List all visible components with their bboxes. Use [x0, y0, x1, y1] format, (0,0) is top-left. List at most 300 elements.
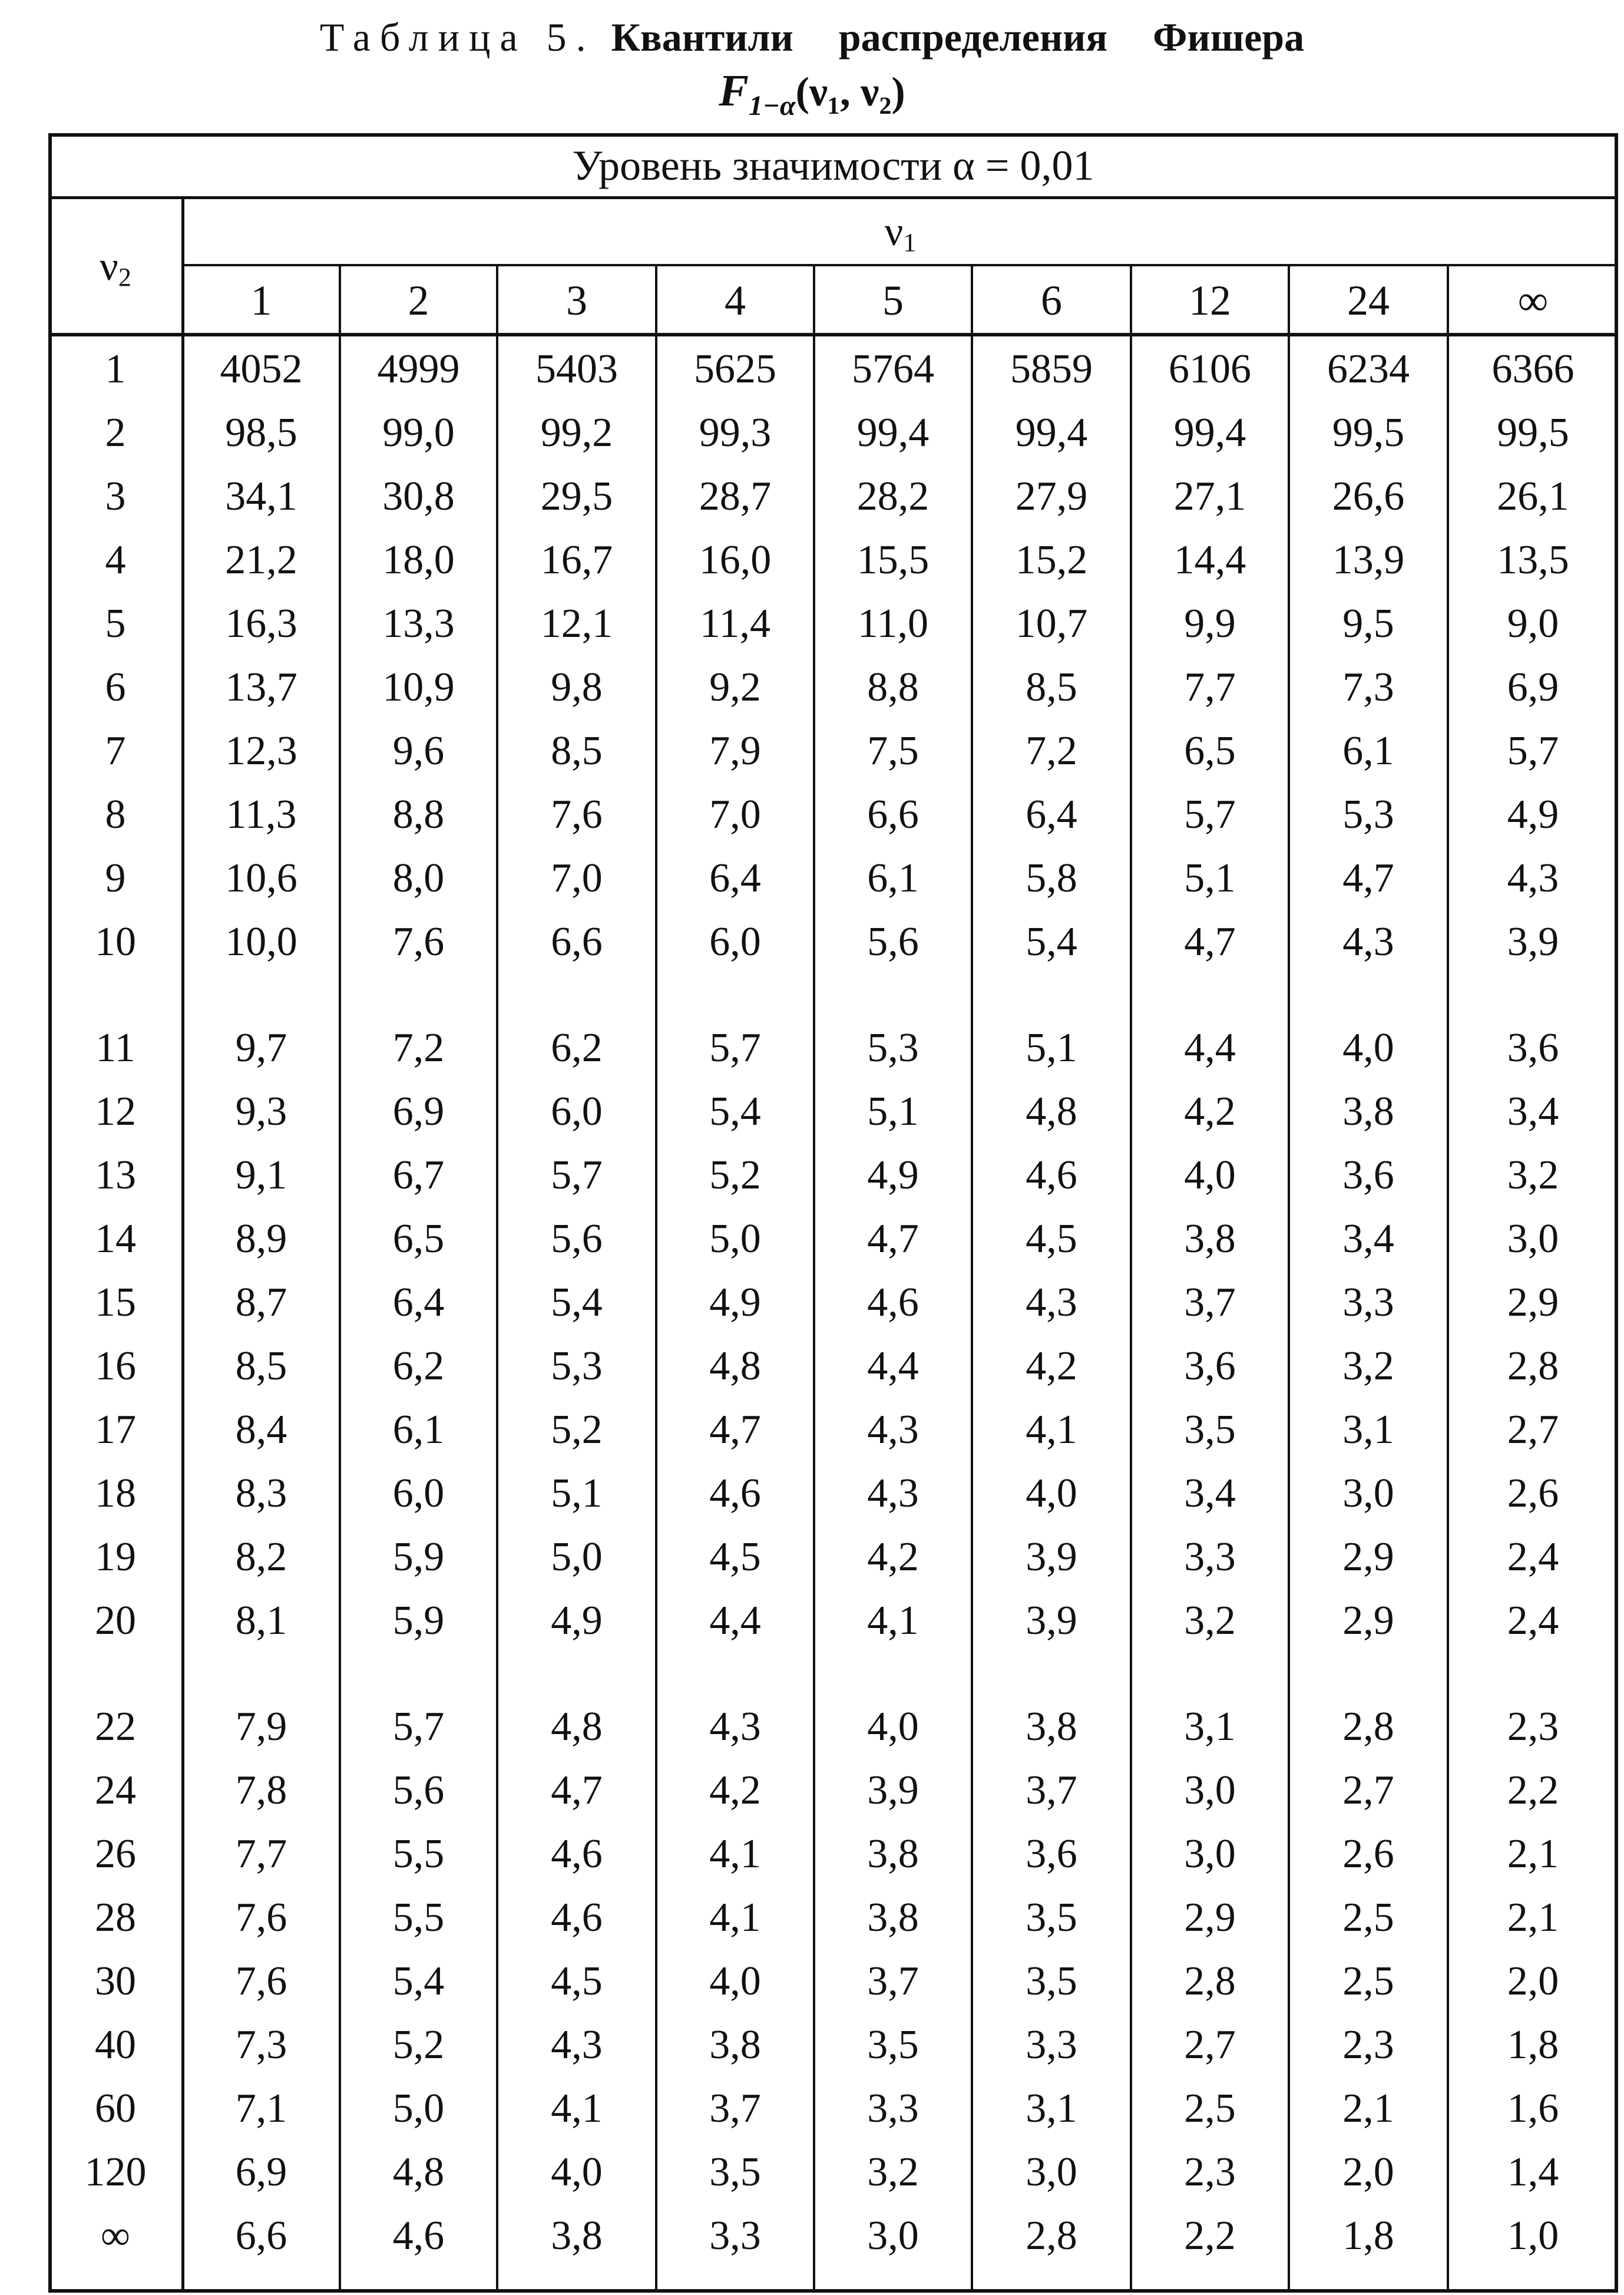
- table-cell: 4,6: [551, 1895, 603, 1940]
- table-cell: 4,1: [1026, 1407, 1077, 1452]
- table-cell: 8,3: [235, 1471, 287, 1516]
- table-cell: 4,9: [1507, 792, 1559, 837]
- table-cell: 6,6: [551, 919, 603, 965]
- column-header: 4: [725, 277, 746, 324]
- nu2-header: $\nu_2$: [100, 244, 131, 292]
- table-cell: 99,5: [1332, 410, 1405, 455]
- table-cell: 4,8: [551, 1704, 603, 1749]
- row-label: 18: [95, 1471, 136, 1516]
- table-cell: 5,5: [392, 1895, 445, 1940]
- table-cell: 8,4: [235, 1407, 287, 1452]
- table-cell: 16,7: [540, 537, 613, 583]
- table-cell: 27,1: [1173, 474, 1246, 519]
- table-cell: 2,6: [1342, 1831, 1394, 1877]
- table-cell: 7,9: [235, 1704, 287, 1749]
- table-cell: 5,7: [1184, 792, 1236, 837]
- table-cell: 4,7: [867, 1216, 919, 1262]
- table-cell: 5403: [535, 346, 618, 392]
- caption-line-1: [0, 11, 1624, 64]
- table-cell: 3,0: [1342, 1471, 1394, 1516]
- table-cell: 4,3: [551, 2022, 603, 2068]
- table-cell: 5,7: [551, 1153, 603, 1198]
- fisher-quantile-table: [48, 133, 1618, 2293]
- table-cell: 11,3: [226, 792, 297, 837]
- table-cell: 3,6: [1026, 1831, 1077, 1877]
- table-cell: 2,4: [1507, 1598, 1559, 1643]
- table-cell: 7,1: [235, 2086, 287, 2131]
- table-cell: 5,3: [551, 1343, 603, 1389]
- table-cell: 4052: [220, 346, 303, 392]
- table-cell: 9,2: [709, 665, 761, 710]
- table-cell: 3,5: [1184, 1407, 1236, 1452]
- row-label: 7: [105, 728, 126, 774]
- table-cell: 3,0: [1184, 1831, 1236, 1877]
- significance-level: Уровень значимости α = 0,01: [572, 142, 1094, 189]
- column-header: 12: [1189, 277, 1231, 324]
- row-label: 1: [105, 346, 126, 392]
- row-label: 9: [105, 856, 126, 901]
- row-label: 40: [95, 2022, 136, 2068]
- table-cell: 6,0: [709, 919, 761, 965]
- table-cell: 6,7: [392, 1153, 445, 1198]
- table-cell: 4,0: [1184, 1153, 1236, 1198]
- table-cell: 9,6: [392, 728, 445, 774]
- table-cell: 5,4: [1026, 919, 1077, 965]
- table-cell: 3,5: [1026, 1959, 1077, 2004]
- table-cell: 3,1: [1026, 2086, 1077, 2131]
- table-cell: 6,0: [392, 1471, 445, 1516]
- table-cell: 2,9: [1342, 1598, 1394, 1643]
- table-cell: 2,1: [1507, 1895, 1559, 1940]
- table-cell: 4,3: [867, 1407, 919, 1452]
- table-cell: 8,8: [867, 665, 919, 710]
- table-cell: 5,0: [392, 2086, 445, 2131]
- column-header: ∞: [1517, 277, 1549, 324]
- row-label: 15: [95, 1280, 136, 1325]
- table-cell: 4,4: [1184, 1025, 1236, 1071]
- table-cell: 2,2: [1507, 1768, 1559, 1813]
- table-cell: 11,4: [700, 601, 770, 646]
- table-cell: 2,1: [1507, 1831, 1559, 1877]
- table-cell: 6,2: [392, 1343, 445, 1389]
- table-cell: 4,8: [392, 2149, 445, 2195]
- row-label: 10: [95, 919, 136, 965]
- table-cell: 6,5: [1184, 728, 1236, 774]
- table-cell: 9,0: [1507, 601, 1559, 646]
- table-cell: 7,5: [867, 728, 919, 774]
- table-cell: 8,9: [235, 1216, 287, 1262]
- table-cell: 5,4: [551, 1280, 603, 1325]
- column-header: 5: [882, 277, 904, 324]
- table-cell: 4,7: [1184, 919, 1236, 965]
- table-cell: 6366: [1491, 346, 1575, 392]
- table-cell: 6,5: [392, 1216, 445, 1262]
- table-cell: 3,8: [709, 2022, 761, 2068]
- table-cell: 98,5: [225, 410, 297, 455]
- table-cell: 27,9: [1015, 474, 1088, 519]
- table-cell: 4,6: [709, 1471, 761, 1516]
- table-cell: 10,6: [225, 856, 297, 901]
- table-cell: 5,5: [392, 1831, 445, 1877]
- table-cell: 4,6: [551, 1831, 603, 1877]
- table-cell: 26,1: [1497, 474, 1569, 519]
- table-cell: 4,1: [867, 1598, 919, 1643]
- table-cell: 3,2: [867, 2149, 919, 2195]
- row-label: 30: [95, 1959, 136, 2004]
- table-cell: 4,0: [551, 2149, 603, 2195]
- row-label: 28: [95, 1895, 136, 1940]
- table-cell: 4,3: [1342, 919, 1394, 965]
- table-cell: 5,9: [392, 1598, 445, 1643]
- table-cell: 8,8: [392, 792, 445, 837]
- row-label: 60: [95, 2086, 136, 2131]
- table-cell: 3,7: [709, 2086, 761, 2131]
- table-cell: 4,8: [1026, 1089, 1077, 1134]
- table-cell: 3,2: [1184, 1598, 1236, 1643]
- table-cell: 99,0: [382, 410, 455, 455]
- table-cell: 6,1: [392, 1407, 445, 1452]
- column-header: 3: [566, 277, 587, 324]
- table-cell: 5,2: [709, 1153, 761, 1198]
- caption-title: Квантили распределения Фишера: [611, 15, 1305, 60]
- table-cell: 3,3: [709, 2213, 761, 2258]
- table-cell: 18,0: [382, 537, 455, 583]
- table-cell: 2,7: [1507, 1407, 1559, 1452]
- table-cell: 5,4: [709, 1089, 761, 1134]
- table-cell: 10,0: [225, 919, 297, 965]
- nu2-header-subscript: 2: [118, 263, 131, 292]
- table-cell: 4,9: [867, 1153, 919, 1198]
- table-cell: 9,3: [235, 1089, 287, 1134]
- table-cell: 3,6: [1184, 1343, 1236, 1389]
- table-cell: 12,1: [540, 601, 613, 646]
- table-cell: 5,4: [392, 1959, 445, 2004]
- table-cell: 4,3: [1507, 856, 1559, 901]
- table-cell: 5859: [1010, 346, 1093, 392]
- table-cell: 3,3: [1342, 1280, 1394, 1325]
- table-cell: 4,6: [392, 2213, 445, 2258]
- table-cell: 15,2: [1015, 537, 1088, 583]
- table-cell: 3,5: [1026, 1895, 1077, 1940]
- table-cell: 2,9: [1342, 1534, 1394, 1580]
- row-label: 24: [95, 1768, 136, 1813]
- table-cell: 1,6: [1507, 2086, 1559, 2131]
- formula-f: F: [719, 66, 749, 115]
- table-cell: 2,0: [1342, 2149, 1394, 2195]
- table-cell: 5,1: [1026, 1025, 1077, 1071]
- table-cell: 3,6: [1507, 1025, 1559, 1071]
- table-cell: 6,6: [867, 792, 919, 837]
- table-cell: 3,9: [1026, 1534, 1077, 1580]
- row-label: 14: [95, 1216, 136, 1262]
- table-cell: 3,8: [1184, 1216, 1236, 1262]
- table-cell: 6,4: [709, 856, 761, 901]
- table-cell: 29,5: [540, 474, 613, 519]
- table-cell: 9,5: [1342, 601, 1394, 646]
- row-label: 16: [95, 1343, 136, 1389]
- table-cell: 8,1: [235, 1598, 287, 1643]
- table-cell: 4,3: [1026, 1280, 1077, 1325]
- table-cell: 2,8: [1184, 1959, 1236, 2004]
- table-cell: 3,1: [1342, 1407, 1394, 1452]
- table-cell: 1,8: [1507, 2022, 1559, 2068]
- table-cell: 30,8: [382, 474, 455, 519]
- table-cell: 12,3: [225, 728, 297, 774]
- table-cell: 6,9: [235, 2149, 287, 2195]
- table-cell: 2,8: [1507, 1343, 1559, 1389]
- table-cell: 3,9: [1507, 919, 1559, 965]
- table-cell: 5,0: [551, 1534, 603, 1580]
- table-cell: 28,2: [856, 474, 930, 519]
- table-cell: 9,8: [551, 665, 603, 710]
- table-cell: 3,8: [551, 2213, 603, 2258]
- table-cell: 99,4: [1015, 410, 1088, 455]
- formula-subscript: 1−α: [748, 90, 796, 121]
- table-cell: 3,7: [1184, 1280, 1236, 1325]
- table-cell: 4999: [377, 346, 460, 392]
- table-cell: 7,8: [235, 1768, 287, 1813]
- table-cell: 3,4: [1507, 1089, 1559, 1134]
- table-cell: 3,4: [1184, 1471, 1236, 1516]
- table-cell: 3,0: [1507, 1216, 1559, 1262]
- table-cell: 5,1: [867, 1089, 919, 1134]
- table-cell: 4,2: [867, 1534, 919, 1580]
- table-cell: 6,1: [1342, 728, 1394, 774]
- table-cell: 1,8: [1342, 2213, 1394, 2258]
- table-cell: 5,1: [551, 1471, 603, 1516]
- table-cell: 4,1: [709, 1831, 761, 1877]
- table-cell: 2,3: [1184, 2149, 1236, 2195]
- table-cell: 3,6: [1342, 1153, 1394, 1198]
- table-cell: 14,4: [1173, 537, 1246, 583]
- table-cell: 4,1: [551, 2086, 603, 2131]
- table-cell: 4,2: [1184, 1089, 1236, 1134]
- table-cell: 2,4: [1507, 1534, 1559, 1580]
- table-cell: 7,2: [1026, 728, 1077, 774]
- table-cell: 4,3: [867, 1471, 919, 1516]
- table-cell: 2,8: [1026, 2213, 1077, 2258]
- table-cell: 3,2: [1342, 1343, 1394, 1389]
- table-cell: 2,3: [1342, 2022, 1394, 2068]
- table-cell: 7,6: [551, 792, 603, 837]
- table-cell: 6,4: [392, 1280, 445, 1325]
- table-cell: 5,7: [709, 1025, 761, 1071]
- table-cell: 4,5: [551, 1959, 603, 2004]
- table-cell: 2,7: [1342, 1768, 1394, 1813]
- column-header: 1: [250, 277, 272, 324]
- column-header: 24: [1347, 277, 1390, 324]
- table-cell: 3,2: [1507, 1153, 1559, 1198]
- table-cell: 4,3: [709, 1704, 761, 1749]
- table-cell: 10,7: [1015, 601, 1088, 646]
- table-cell: 5,3: [1342, 792, 1394, 837]
- row-label: 6: [105, 665, 126, 710]
- table-cell: 15,5: [856, 537, 930, 583]
- table-cell: 4,2: [709, 1768, 761, 1813]
- table-cell: 3,8: [867, 1831, 919, 1877]
- table-cell: 4,4: [867, 1343, 919, 1389]
- caption-formula: [0, 61, 1624, 120]
- table-cell: 13,7: [225, 665, 297, 710]
- table-cell: 4,0: [867, 1704, 919, 1749]
- table-cell: 5,3: [867, 1025, 919, 1071]
- table-cell: 2,5: [1342, 1959, 1394, 2004]
- table-cell: 13,9: [1332, 537, 1405, 583]
- table-cell: 5,2: [551, 1407, 603, 1452]
- table-cell: 5764: [852, 346, 934, 392]
- table-cell: 7,0: [709, 792, 761, 837]
- table-cell: 4,0: [1026, 1471, 1077, 1516]
- table-cell: 4,1: [709, 1895, 761, 1940]
- table-cell: 9,1: [235, 1153, 287, 1198]
- table-cell: 1,4: [1507, 2149, 1559, 2195]
- table-cell: 99,4: [856, 410, 930, 455]
- row-label: 4: [105, 537, 126, 583]
- table-cell: 2,1: [1342, 2086, 1394, 2131]
- row-label: 22: [95, 1704, 136, 1749]
- table-cell: 4,6: [1026, 1153, 1077, 1198]
- table-cell: 2,9: [1184, 1895, 1236, 1940]
- table-cell: 6,1: [867, 856, 919, 901]
- table-cell: 21,2: [225, 537, 297, 583]
- table-cell: 3,3: [1026, 2022, 1077, 2068]
- table-cell: 99,2: [540, 410, 613, 455]
- row-label: 13: [95, 1153, 136, 1198]
- table-cell: 2,3: [1507, 1704, 1559, 1749]
- table-cell: 5,2: [392, 2022, 445, 2068]
- table-cell: 4,5: [1026, 1216, 1077, 1262]
- table-cell: 9,9: [1184, 601, 1236, 646]
- table-cell: 3,7: [867, 1959, 919, 2004]
- table-cell: 4,7: [551, 1768, 603, 1813]
- table-cell: 5,7: [1507, 728, 1559, 774]
- row-label: 20: [95, 1598, 136, 1643]
- table-cell: 2,9: [1507, 1280, 1559, 1325]
- table-cell: 4,0: [1342, 1025, 1394, 1071]
- table-cell: 99,3: [699, 410, 772, 455]
- table-cell: 11,0: [858, 601, 928, 646]
- table-cell: 5,1: [1184, 856, 1236, 901]
- table-cell: 7,6: [392, 919, 445, 965]
- table-cell: 4,8: [709, 1343, 761, 1389]
- table-cell: 1,0: [1507, 2213, 1559, 2258]
- table-cell: 7,2: [392, 1025, 445, 1071]
- table-cell: 3,8: [1342, 1089, 1394, 1134]
- table-cell: 10,9: [382, 665, 455, 710]
- nu1-header-subscript: 1: [903, 228, 917, 257]
- column-header: 6: [1041, 277, 1062, 324]
- table-cell: 7,3: [1342, 665, 1394, 710]
- table-cell: 6234: [1327, 346, 1410, 392]
- table-cell: 8,7: [235, 1280, 287, 1325]
- table-cell: 5,0: [709, 1216, 761, 1262]
- table-cell: 8,5: [1026, 665, 1077, 710]
- table-cell: 2,0: [1507, 1959, 1559, 2004]
- table-cell: 8,2: [235, 1534, 287, 1580]
- table-cell: 4,4: [709, 1598, 761, 1643]
- row-label: 2: [105, 410, 126, 455]
- table-cell: 5,6: [551, 1216, 603, 1262]
- table-cell: 3,7: [1026, 1768, 1077, 1813]
- table-cell: 7,6: [235, 1959, 287, 2004]
- table-cell: 13,5: [1497, 537, 1569, 583]
- table-cell: 26,6: [1332, 474, 1405, 519]
- table-cell: 3,1: [1184, 1704, 1236, 1749]
- table-cell: 16,3: [225, 601, 297, 646]
- table-cell: 5625: [694, 346, 776, 392]
- table-cell: 13,3: [382, 601, 455, 646]
- table-cell: 3,0: [867, 2213, 919, 2258]
- row-label: 26: [95, 1831, 136, 1877]
- table-cell: 3,0: [1026, 2149, 1077, 2195]
- table-cell: 99,5: [1497, 410, 1569, 455]
- table-cell: 4,5: [709, 1534, 761, 1580]
- table-cell: 3,9: [867, 1768, 919, 1813]
- table-cell: 3,3: [1184, 1534, 1236, 1580]
- row-label: 12: [95, 1089, 136, 1134]
- row-label: 19: [95, 1534, 136, 1580]
- table-cell: 2,6: [1507, 1471, 1559, 1516]
- caption-prefix: Таблица 5.: [319, 15, 596, 60]
- table-cell: 5,8: [1026, 856, 1077, 901]
- table-cell: 6,4: [1026, 792, 1077, 837]
- table-cell: 4,9: [709, 1280, 761, 1325]
- row-label: ∞: [101, 2213, 130, 2258]
- table-cell: 4,7: [1342, 856, 1394, 901]
- table-cell: 3,9: [1026, 1598, 1077, 1643]
- table-cell: 7,3: [235, 2022, 287, 2068]
- table-cell: 5,9: [392, 1534, 445, 1580]
- table-cell: 6,2: [551, 1025, 603, 1071]
- table-cell: 7,9: [709, 728, 761, 774]
- table-cell: 7,7: [1184, 665, 1236, 710]
- table-cell: 6,0: [551, 1089, 603, 1134]
- table-cell: 16,0: [699, 537, 772, 583]
- table-cell: 3,5: [709, 2149, 761, 2195]
- table-cell: 99,4: [1173, 410, 1246, 455]
- table-cell: 3,3: [867, 2086, 919, 2131]
- table-cell: 5,7: [392, 1704, 445, 1749]
- table-cell: 7,7: [235, 1831, 287, 1877]
- row-label: 8: [105, 792, 126, 837]
- table-cell: 6,6: [235, 2213, 287, 2258]
- table-cell: 6106: [1169, 346, 1251, 392]
- table-cell: 3,8: [867, 1895, 919, 1940]
- table-cell: 4,6: [867, 1280, 919, 1325]
- nu1-header: $\nu_1$: [884, 209, 917, 257]
- table-cell: 7,6: [235, 1895, 287, 1940]
- table-cell: 3,5: [867, 2022, 919, 2068]
- row-label: 3: [105, 474, 126, 519]
- table-cell: 28,7: [699, 474, 772, 519]
- row-label: 17: [95, 1407, 136, 1452]
- table-cell: 4,2: [1026, 1343, 1077, 1389]
- table-cell: 8,0: [392, 856, 445, 901]
- table-cell: 8,5: [235, 1343, 287, 1389]
- formula-args: (ν₁, ν₂): [795, 70, 905, 115]
- table-cell: 3,0: [1184, 1768, 1236, 1813]
- table-cell: 6,9: [1507, 665, 1559, 710]
- table-cell: 4,9: [551, 1598, 603, 1643]
- row-label: 11: [95, 1025, 135, 1071]
- table-cell: 6,9: [392, 1089, 445, 1134]
- row-label: 120: [84, 2149, 147, 2195]
- table-cell: 34,1: [225, 474, 297, 519]
- table-cell: 3,8: [1026, 1704, 1077, 1749]
- column-header: 2: [408, 277, 429, 324]
- row-label: 5: [105, 601, 126, 646]
- table-cell: 2,8: [1342, 1704, 1394, 1749]
